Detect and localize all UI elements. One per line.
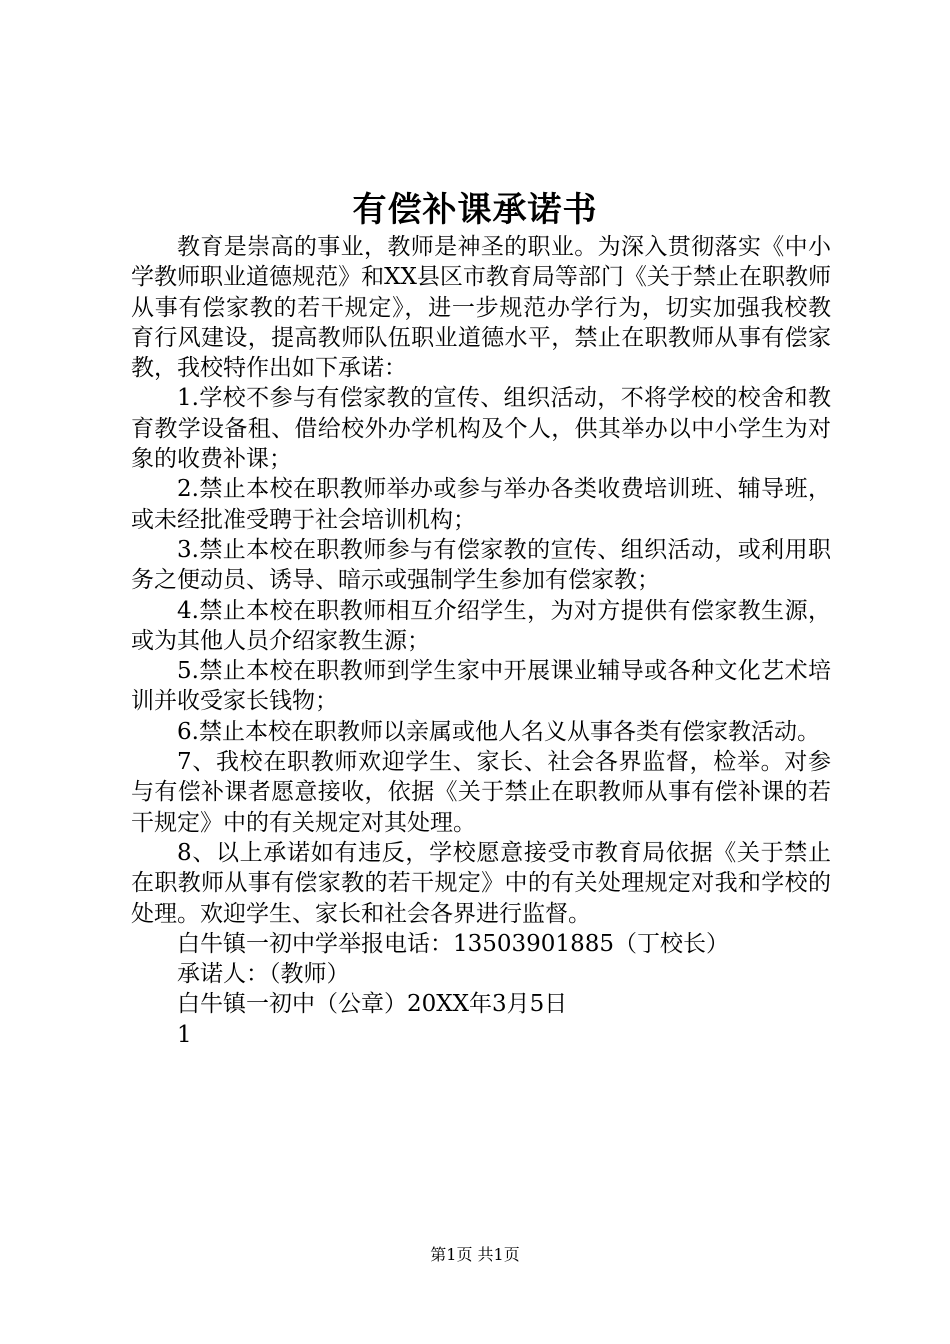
commitment-item-8: 8、以上承诺如有违反，学校愿意接受市教育局依据《关于禁止在职教师从事有偿家教的若干规定》中的有关处理规定对我和学校的处理。欢迎学生、家长和社会各界进行监督。	[131, 839, 831, 927]
signer-line: 承诺人：（教师）	[177, 961, 350, 988]
commitment-item-5: 5.禁止本校在职教师到学生家中开展课业辅导或各种文化艺术培训并收受家长钱物；	[131, 658, 831, 715]
page-footer: 第1页 共1页	[430, 1245, 520, 1264]
commitment-item-3: 3.禁止本校在职教师参与有偿家教的宣传、组织活动，或利用职务之便动员、诱导、暗示或强制学生参加有偿家教；	[131, 536, 831, 594]
seal-date-line: 白牛镇一初中（公章）20XX年3月5日	[177, 991, 568, 1018]
commitment-item-2: 2.禁止本校在职教师举办或参与举办各类收费培训班、辅导班，或未经批准受聘于社会培训机构；	[131, 476, 831, 533]
inline-page-number: 1	[177, 1021, 192, 1048]
commitment-item-7: 7、我校在职教师欢迎学生、家长、社会各界监督，检举。对参与有偿补课者愿意接收，依据《关于禁止在职教师从事有偿补课的若干规定》中的有关规定对其处理。	[131, 749, 831, 836]
intro-paragraph: 教育是崇高的事业，教师是神圣的职业。为深入贯彻落实《中小学教师职业道德规范》和XX县区市教育局等部门《关于禁止在职教师从事有偿家教的若干规定》，进一步规范办学行为，切实加强我校教育行风建设，提高教师队伍职业道德水平，禁止在职教师从事有偿家教，我校特作出如下承诺：	[131, 234, 831, 382]
commitment-item-1: 1.学校不参与有偿家教的宣传、组织活动，不将学校的校舍和教育教学设备租、借给校外办学机构及个人，供其举办以中小学生为对象的收费补课；	[131, 385, 831, 473]
commitment-item-4: 4.禁止本校在职教师相互介绍学生，为对方提供有偿家教生源，或为其他人员介绍家教生源；	[131, 597, 831, 654]
commitment-item-6: 6.禁止本校在职教师以亲属或他人名义从事各类有偿家教活动。	[177, 718, 820, 745]
document-body	[131, 232, 831, 1050]
hotline-line: 白牛镇一初中学举报电话：13503901885（丁校长）	[177, 930, 729, 957]
document-title: 有偿补课承诺书	[352, 190, 598, 230]
